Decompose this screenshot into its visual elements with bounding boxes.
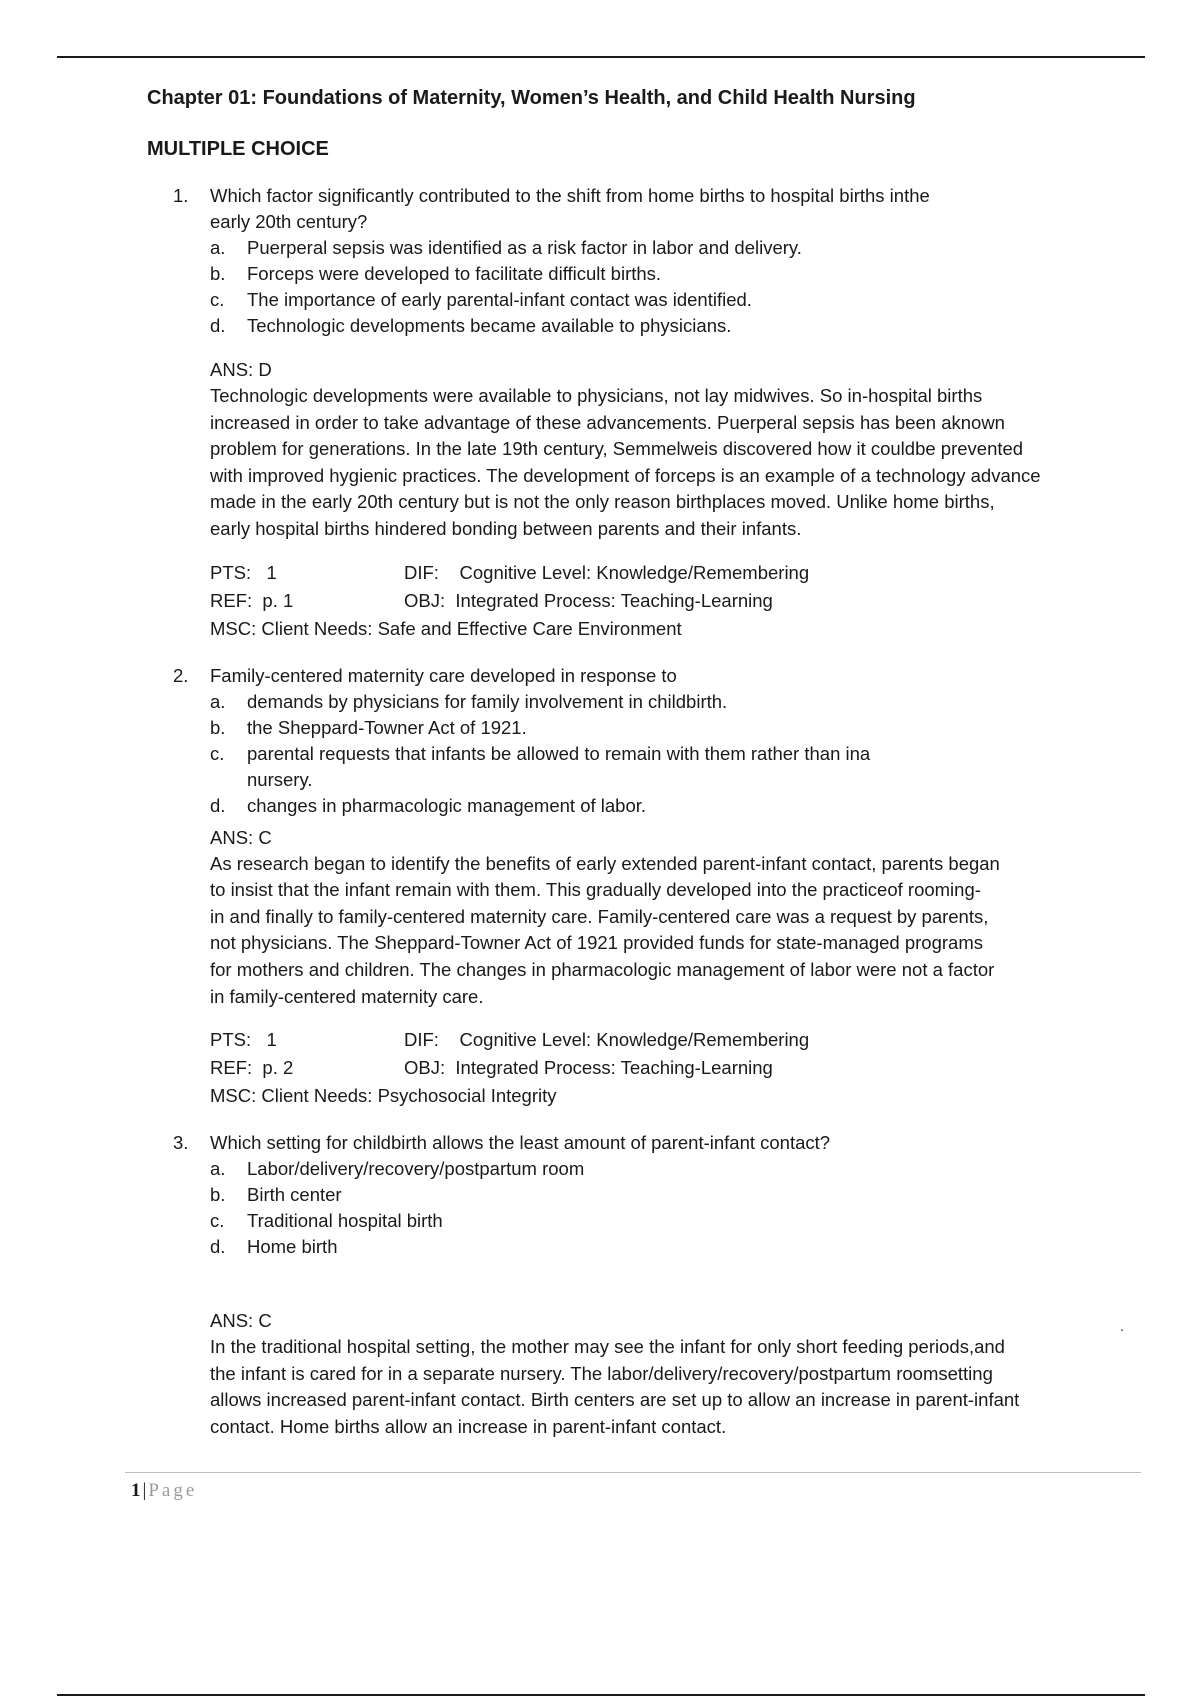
option-text: Puerperal sepsis was identified as a risk factor in labor and delivery.	[247, 237, 802, 258]
stem-line: Family-centered maternity care developed in response to	[210, 664, 677, 686]
rationale-line: problem for generations. In the late 19th century, Semmelweis discovered how it couldbe prevented	[210, 438, 1024, 460]
option-letter: d.	[210, 315, 226, 336]
option-text: The importance of early parental-infant contact was identified.	[247, 289, 752, 310]
meta-obj: OBJ: Integrated Process: Teaching-Learning	[404, 589, 773, 611]
meta-dif: DIF: Cognitive Level: Knowledge/Remembering	[404, 561, 810, 583]
rationale-line: contact. Home births allow an increase in parent-infant contact.	[210, 1415, 727, 1437]
page-footer	[131, 1478, 197, 1504]
option-b	[210, 1182, 1137, 1208]
page-content	[147, 84, 1137, 1441]
option-letter: d.	[210, 1236, 226, 1258]
option-c	[210, 1208, 1137, 1234]
meta-dif: DIF: Cognitive Level: Knowledge/Remembering	[404, 1029, 810, 1051]
answer-key: ANS: C	[210, 826, 272, 848]
option-d	[210, 313, 1137, 339]
footer-separator: |	[142, 1480, 147, 1501]
question-1	[147, 183, 1137, 643]
stem-line: early 20th century?	[210, 211, 368, 232]
meta-ref: REF: p. 1	[210, 589, 294, 611]
rationale-line: In the traditional hospital setting, the mother may see the infant for only short feeding periods,and	[210, 1336, 1005, 1358]
option-text: Labor/delivery/recovery/postpartum room	[247, 1158, 585, 1180]
rationale-line: not physicians. The Sheppard-Towner Act of 1921 provided funds for state-managed programs	[210, 932, 983, 954]
footer-rule	[125, 1472, 1141, 1473]
meta-pts: PTS: 1	[210, 561, 277, 583]
rationale-line: with improved hygienic practices. The development of forceps is an example of a technology advance	[210, 464, 1041, 486]
option-text: changes in pharmacologic management of labor.	[247, 794, 647, 816]
question-stem	[210, 183, 1137, 235]
section-title: MULTIPLE CHOICE	[147, 138, 329, 160]
rationale	[210, 383, 1137, 543]
option-a	[210, 1156, 1137, 1182]
option-letter: a.	[210, 237, 226, 258]
rationale-line: early hospital births hindered bonding between parents and their infants.	[210, 517, 802, 539]
question-3	[147, 1130, 1137, 1440]
rationale-line: increased in order to take advantage of these advancements. Puerperal sepsis has been aknown	[210, 411, 1005, 433]
option-c	[210, 287, 1137, 313]
option-letter: b.	[210, 716, 226, 738]
option-text: Home birth	[247, 1236, 338, 1258]
rationale-line: Technologic developments were available to physicians, not lay midwives. So in-hospital births	[210, 385, 983, 406]
question-number: 1.	[173, 185, 189, 206]
stem-line: Which setting for childbirth allows the least amount of parent-infant contact?	[210, 1132, 831, 1154]
question-stem	[210, 663, 1137, 689]
question-stem	[210, 1130, 1137, 1156]
question-metadata	[210, 1026, 1137, 1110]
option-b	[210, 715, 1137, 741]
rationale	[210, 1334, 1137, 1440]
rationale-line: made in the early 20th century but is not the only reason birthplaces moved. Unlike home births,	[210, 491, 995, 513]
chapter-title: Chapter 01: Foundations of Maternity, Women’s Health, and Child Health Nursing	[147, 87, 916, 109]
option-c	[210, 741, 927, 793]
answer-options	[210, 689, 1137, 819]
rationale-line: in family-centered maternity care.	[210, 985, 484, 1007]
option-text: the Sheppard-Towner Act of 1921.	[247, 716, 527, 738]
rationale-line: the infant is cared for in a separate nursery. The labor/delivery/recovery/postpartum roomsetting	[210, 1362, 993, 1384]
option-letter: a.	[210, 1158, 226, 1180]
rationale-line: to insist that the infant remain with them. This gradually developed into the practiceof rooming-	[210, 879, 981, 901]
meta-msc: MSC: Client Needs: Safe and Effective Care Environment	[210, 617, 682, 639]
question-number: 2.	[173, 664, 189, 686]
option-letter: b.	[210, 1184, 226, 1206]
option-text: Forceps were developed to facilitate difficult births.	[247, 263, 662, 284]
question-2	[147, 663, 1137, 1111]
rationale-line: allows increased parent-infant contact. Birth centers are set up to allow an increase in parent-infant	[210, 1389, 1020, 1411]
option-letter: d.	[210, 794, 226, 816]
option-d	[210, 1234, 1137, 1260]
stray-mark: .	[1120, 1318, 1124, 1334]
option-d	[210, 793, 1137, 819]
bottom-rule	[57, 1694, 1145, 1696]
option-letter: a.	[210, 690, 226, 712]
top-rule	[57, 56, 1145, 58]
option-text: Traditional hospital birth	[247, 1210, 443, 1232]
option-letter: c.	[210, 1210, 225, 1232]
option-b	[210, 261, 1137, 287]
meta-pts: PTS: 1	[210, 1029, 277, 1051]
rationale-line: As research began to identify the benefits of early extended parent-infant contact, parents began	[210, 852, 1000, 874]
option-letter: c.	[210, 742, 225, 764]
option-text: Birth center	[247, 1184, 342, 1206]
answer-options	[210, 1156, 1137, 1260]
answer-key: ANS: D	[210, 359, 272, 380]
option-letter: b.	[210, 263, 226, 284]
rationale	[210, 851, 1137, 1011]
rationale-line: for mothers and children. The changes in pharmacologic management of labor were not a factor	[210, 958, 995, 980]
meta-msc: MSC: Client Needs: Psychosocial Integrity	[210, 1085, 557, 1107]
answer-key: ANS: C	[210, 1310, 272, 1332]
option-text: parental requests that infants be allowed to remain with them rather than ina nursery.	[247, 742, 871, 790]
option-a	[210, 689, 1137, 715]
question-metadata	[210, 559, 1137, 643]
option-a	[210, 235, 1137, 261]
meta-ref: REF: p. 2	[210, 1057, 294, 1079]
option-text: demands by physicians for family involvement in childbirth.	[247, 690, 728, 712]
rationale-line: in and finally to family-centered maternity care. Family-centered care was a request by parents,	[210, 905, 989, 927]
answer-options	[210, 235, 1137, 339]
stem-line: Which factor significantly contributed to the shift from home births to hospital births inthe	[210, 185, 930, 206]
question-list	[147, 183, 1137, 1441]
page-number: 1	[131, 1480, 141, 1501]
option-text: Technologic developments became available to physicians.	[247, 315, 732, 336]
meta-obj: OBJ: Integrated Process: Teaching-Learning	[404, 1057, 773, 1079]
question-number: 3.	[173, 1132, 189, 1154]
page-label: Page	[148, 1480, 198, 1501]
option-letter: c.	[210, 289, 225, 310]
